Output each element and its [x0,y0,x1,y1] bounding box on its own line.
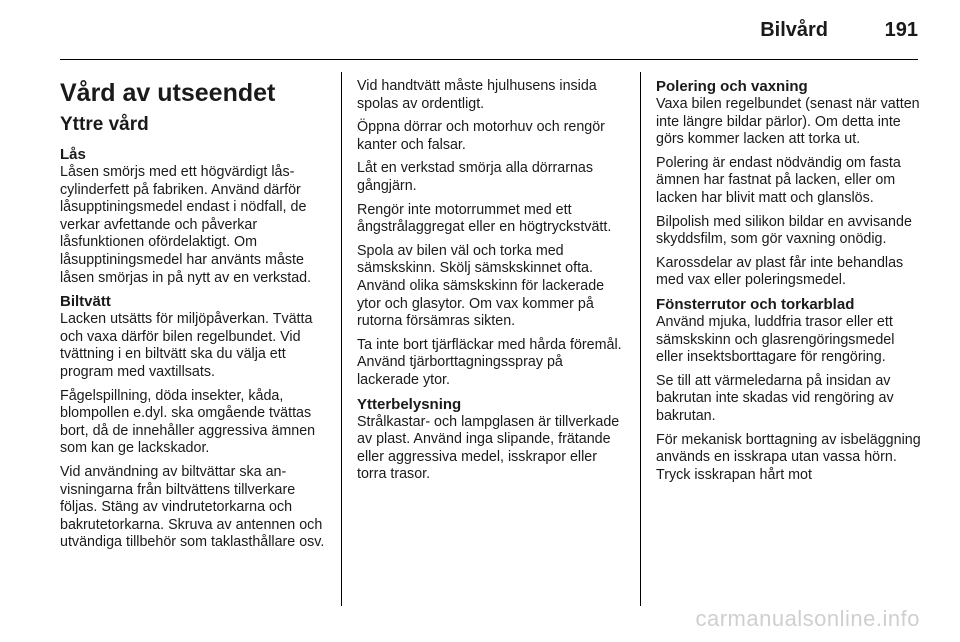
paragraph: Låt en verkstad smörja alla dörrarnas gångjärn. [357,160,594,194]
paragraph: Fågelspillning, döda insekter, kåda, blompollen e.dyl. ska omgående tvättas bort, då de innehåller aggressiva ämnen som kan ge lackskador. [60,387,316,457]
paragraph: Lacken utsätts för miljöpåverkan. Tvätta och vaxa därför bilen regelbundet. Vid tvättning i en biltvätt ska du välja ett program med vaxtillsats. [60,311,313,380]
section-heading-polering: Polering och vaxning [656,78,808,95]
paragraph: För mekanisk borttagning av isbeläggning används en isskrapa utan vassa hörn. Tryck isskrapan hårt mot [656,431,921,483]
paragraph: Låsen smörjs med ett högvärdigt låscylinderfett på fabriken. Använd därför låsupptiningsmedel endast i nödfall, de verkar avfettande och påverkar låsfunktionen ofördelaktigt. Om låsupptiningsmedel har använts måste låsen smörjas in på nytt av en verkstad. [60,164,312,286]
paragraph: Strålkastar- och lampglasen är tillverkade av plast. Använd inga slipande, frätande eller aggressiva medel, isskrapor eller torra trasor. [357,413,620,483]
column-2 [357,78,625,490]
page-number: 191 [884,19,918,41]
watermark: carmanualsonline.info [695,606,920,631]
section-title: Bilvård [760,19,828,41]
paragraph: Vid handtvätt måste hjulhusens insida spolas av ordentligt. [357,78,597,112]
paragraph: Vid användning av biltvättar ska anvisningarna från biltvättens tillverkare följas. Stäng av vindrutetorkarna och bakrutetorkarna. Skruva av antennen och utvändiga tillbehör som taklasthållare osv. [60,463,325,551]
column-divider-1 [341,72,342,606]
chapter-heading: Yttre vård [60,114,149,135]
paragraph: Vaxa bilen regelbundet (senast när vatten inte längre bildar pärlor). Om detta inte görs kommer lacken att torka ut. [656,96,920,148]
paragraph: Bilpolish med silikon bildar en avvisande skyddsfilm, som gör vaxning onödig. [656,213,912,248]
page-title: Vård av utseendet [60,79,276,107]
section-heading-biltvatt: Biltvätt [60,293,111,311]
column-3 [656,78,922,490]
paragraph: Se till att värmeledarna på insidan av bakrutan inte skadas vid rengöring av bakrutan. [656,372,894,424]
column-1 [60,78,336,558]
paragraph: Rengör inte motorrummet med ett ångstrålaggregat eller en högtryckstvätt. [357,201,612,236]
paragraph: Öppna dörrar och motorhuv och rengör kanter och falsar. [357,119,605,153]
paragraph: Ta inte bort tjärfläckar med hårda föremål. Använd tjärborttagningsspray på lackerade ytor. [357,336,622,388]
section-heading-fonsterrutor: Fönsterrutor och torkarblad [656,295,855,313]
paragraph: Använd mjuka, luddfria trasor eller ett sämskskinn och glasrengöringsmedel eller insektsborttagare för rengöring. [656,313,895,366]
header-rule [60,59,918,60]
column-divider-2 [640,72,641,606]
section-heading-las: Lås [60,146,86,163]
section-heading-ytterbelysning: Ytterbelysning [357,395,462,413]
paragraph: Spola av bilen väl och torka med sämskskinn. Skölj sämskskinnet ofta. Använd olika sämskskinn för lackerade ytor och glasytor. Om vax kommer på rutorna försämras sikten. [357,242,605,330]
paragraph: Polering är endast nödvändig om fasta ämnen har fastnat på lacken, eller om lacken har blivit matt och glanslös. [656,154,901,206]
paragraph: Karossdelar av plast får inte behandlas med vax eller poleringsmedel. [656,254,904,289]
